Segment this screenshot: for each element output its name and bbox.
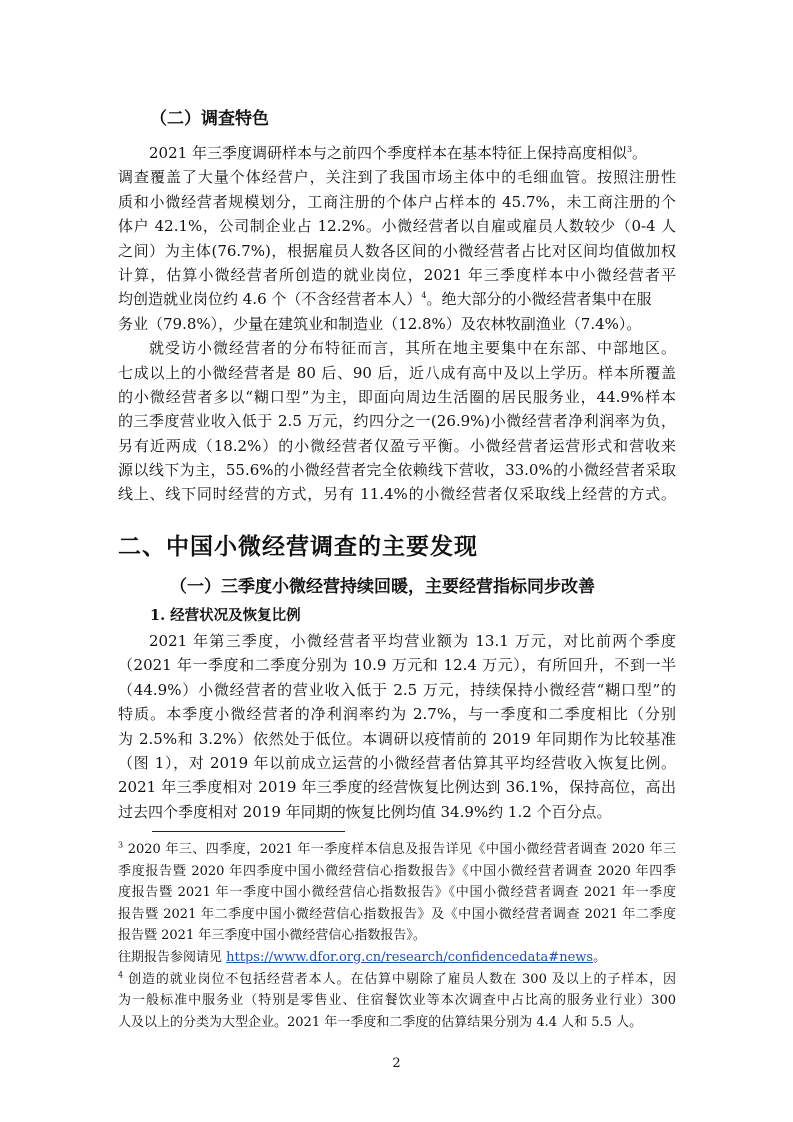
text-span: 往期报告参阅请见 [118,949,227,965]
footnote-3-line [118,839,676,861]
text-line: 另有近两成（18.2%）的小微经营者仅盈亏平衡。小微经营者运营形式和营收来 [118,436,676,455]
text-line: 七成以上的小微经营者是 80 后、90 后，近八成有高中及以上学历。样本所覆盖 [118,363,676,382]
text-line: 体户 42.1%，公司制企业占 12.2%。小微经营者以自雇或雇员人数较少（0-4 人 [118,217,676,236]
footnote-ref-3[interactable]: 3 [626,145,633,154]
text-span: 创造的就业岗位不包括经营者本人。在估算中剔除了雇员人数在 300 及以上的子样本，因 [123,971,676,987]
text-line: 的小微经营者多以“糊口型”为主，即面向周边生活圈的居民服务业，44.9%样本 [118,387,676,406]
text-line: 线上、线下同时经营的方式，另有 11.4%的小微经营者仅采取线上经营的方式。 [118,485,676,504]
footnote-4-line: 人及以上的分类为大型企业。2021 年一季度和二季度的估算结果分别为 4.4 人和 5.5 人。 [118,1014,643,1030]
footnote-mark-4: 4 [118,970,124,980]
text-line: 过去四个季度相对 2019 年同期的恢复比例均值 34.9%约 1.2 个百分点。 [118,802,612,821]
text-span: 均创造就业岗位约 4.6 个（不含经营者本人） [118,290,422,309]
footnote-ref-4[interactable]: 4 [421,291,427,301]
text-line: 源以线下为主，55.6%的小微经营者完全依赖线下营收，33.0%的小微经营者采取 [118,461,676,480]
text-line: 2021 年第三季度，小微经营者平均营业额为 13.1 万元，对比前两个季度 [149,632,676,650]
text-line [118,141,676,165]
text-line: 之间）为主体(76.7%)，根据雇员人数各区间的小微经营者占比对区间均值做加权 [118,241,676,260]
text-line: 2021 年三季度相对 2019 年三季度的经营恢复比例达到 36.1%，保持高位，高出 [118,778,676,797]
footnote-4-line [118,969,676,991]
footnote-3-line: 度报告暨 2021 年一季度中国小微经营信心指数报告》《中国小微经营者调查 2021 年一季度 [118,885,676,901]
footnote-mark-3: 3 [118,840,124,850]
footnotes [118,839,676,1033]
text-line: 的三季度营业收入低于 2.5 万元，约四分之一(26.9%)小微经营者净利润率为负， [118,412,676,431]
text-span: 2020 年三、四季度，2021 年一季度样本信息及报告详见《中国小微经营者调查 2020 年三 [123,842,676,857]
footnote-3-line: 报告暨 2021 年二季度中国小微经营信心指数报告》及《中国小微经营者调查 2021 年二季度 [118,906,676,922]
text-line: （44.9%）小微经营者的营业收入低于 2.5 万元，持续保持小微经营“糊口型”的 [118,680,676,699]
text-span: 。绝大部分的小微经营者集中在服 [426,290,652,309]
footnote-4-line: 为一般标准中服务业（特别是零售业、住宿餐饮业等本次调查中占比高的服务业行业）300 [118,993,676,1009]
text-line: （图 1），对 2019 年以前成立运营的小微经营者估算其平均经营收入恢复比例。 [118,753,676,772]
section-heading-survey-features: （二）调查特色 [150,109,269,129]
text-line: 计算，估算小微经营者所创造的就业岗位，2021 年三季度样本中小微经营者平 [118,265,676,284]
footnote-3-line: 季度报告暨 2020 年四季度中国小微经营信心指数报告》《中国小微经营者调查 2020 年四季 [118,863,676,879]
past-reports-link[interactable]: https://www.dfor.org.cn/research/confidencedata#news [226,949,594,965]
item-heading: 1. 经营状况及恢复比例 [150,607,301,624]
text-line: （2021 年一季度和二季度分别为 10.9 万元和 12.4 万元），有所回升，不到一半 [118,656,676,675]
paragraph-survey-sample [118,141,676,507]
text-line [118,287,676,311]
text-span: 2021 年三季度调研样本与之前四个季度样本在基本特征上保持高度相似 [149,144,627,162]
footnote-3-line: 报告暨 2021 年三季度中国小微经营信心指数报告》。 [118,928,426,944]
text-line: 质和小微经营者规模划分，工商注册的个体户占样本的 45.7%，未工商注册的个 [118,192,676,211]
text-line: 为 2.5%和 3.2%）依然处于低位。本调研以疫情前的 2019 年同期作为比较基准 [118,729,676,748]
section-heading-main-findings: 二、中国小微经营调查的主要发现 [118,534,478,560]
text-span: 。 [593,949,607,965]
footnote-divider [152,831,345,832]
text-line: 务业（79.8%），少量在建筑业和制造业（12.8%）及农林牧副渔业（7.4%）。 [118,314,642,333]
past-reports-line [118,947,676,969]
text-span: 。 [632,144,648,162]
paragraph-business-status [118,629,676,824]
page-number: 2 [392,1056,401,1071]
text-line: 就受访小微经营者的分布特征而言，其所在地主要集中在东部、中部地区。 [149,339,676,358]
subsection-heading: （一）三季度小微经营持续回暖，主要经营指标同步改善 [170,577,595,597]
text-line: 特质。本季度小微经营者的净利润率约为 2.7%，与一季度和二季度相比（分别 [118,705,676,724]
text-line: 调查覆盖了大量个体经营户，关注到了我国市场主体中的毛细血管。按照注册性 [118,168,676,187]
